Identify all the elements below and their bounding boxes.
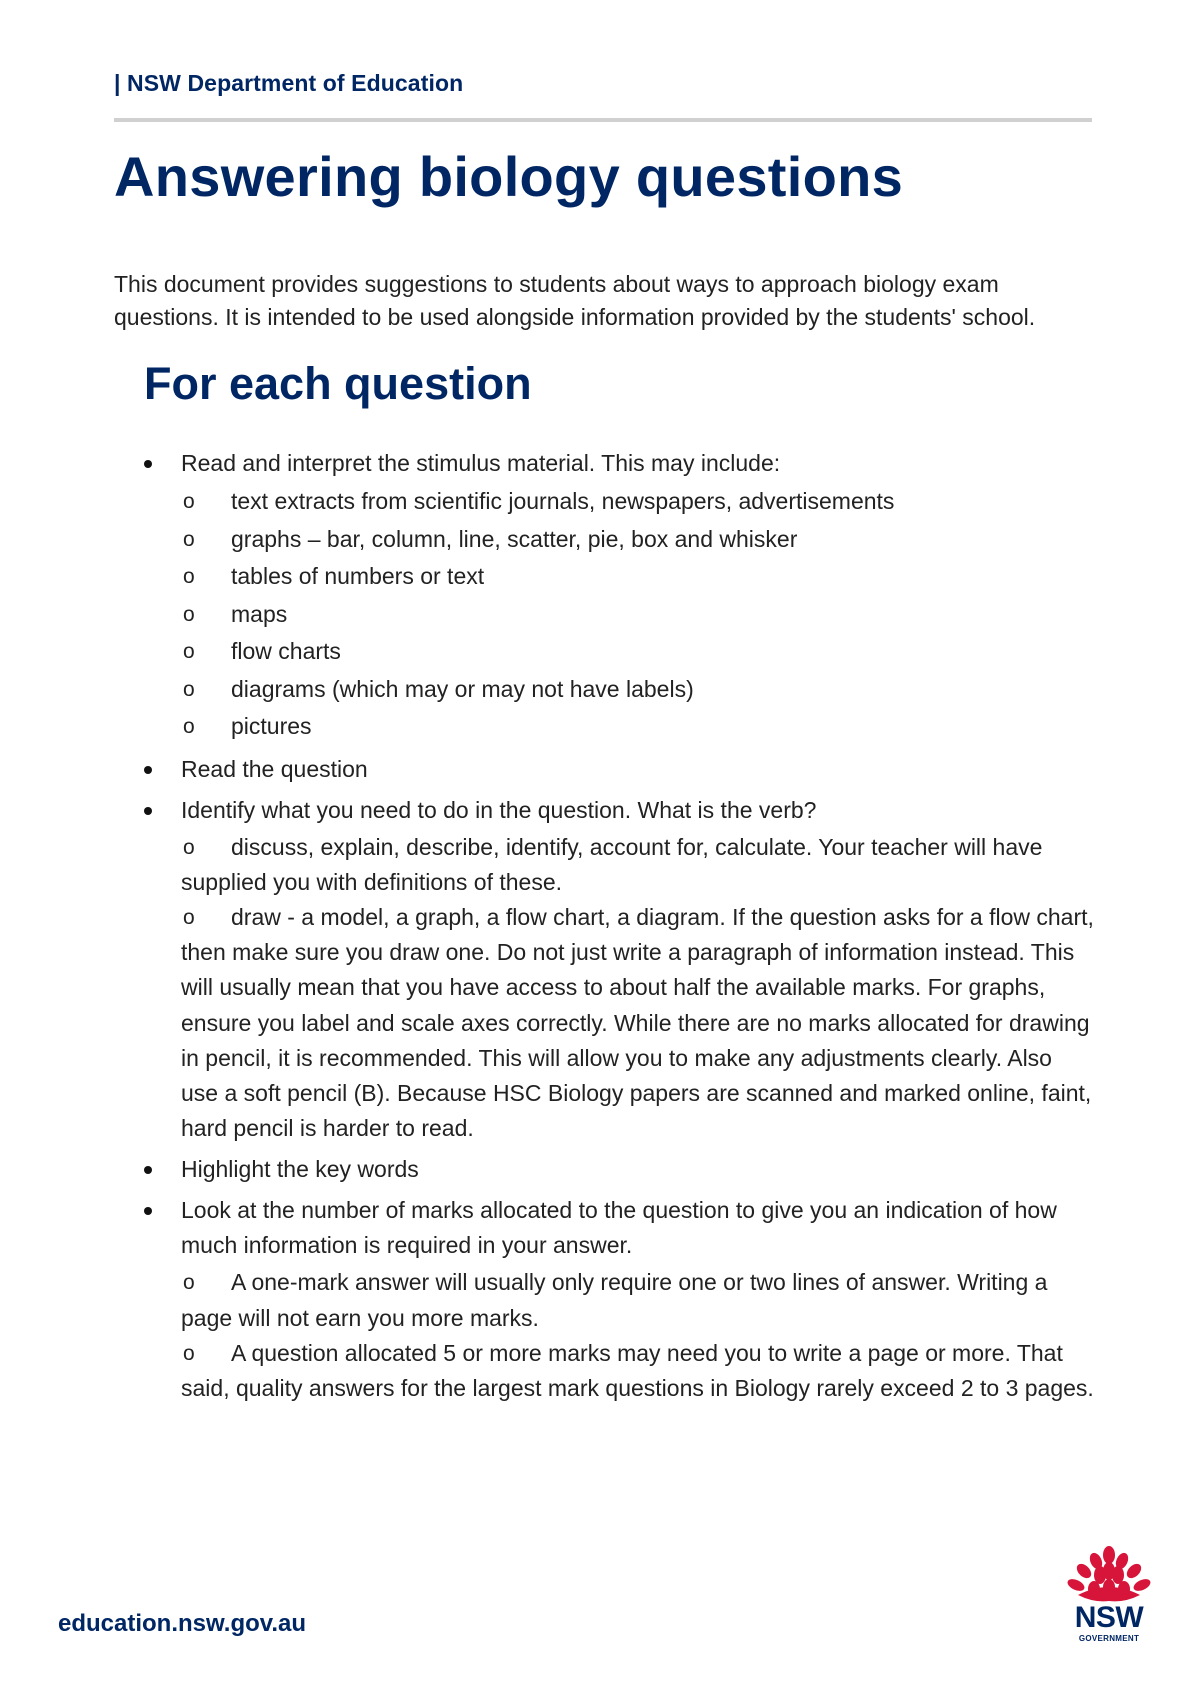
sub-item-text: flow charts — [231, 638, 341, 664]
bullet-text: Read and interpret the stimulus material. This may include: — [181, 450, 781, 476]
bullet-icon — [144, 807, 152, 815]
nsw-government-logo — [1064, 1545, 1154, 1645]
sub-bullet-icon: o — [183, 1341, 195, 1365]
sub-list-item — [181, 830, 1094, 900]
question-tips-list — [144, 446, 1094, 1412]
sub-item-text: diagrams (which may or may not have labels) — [231, 675, 694, 702]
bullet-icon — [144, 1166, 152, 1174]
sub-list — [181, 483, 1094, 746]
sub-list-item — [181, 596, 1094, 634]
sub-bullet-icon: o — [183, 1271, 195, 1295]
sub-item-text: A one-mark answer will usually only require one or two lines of answer. Writing a page will not earn you more marks. — [181, 1269, 1048, 1331]
bullet-icon — [144, 766, 152, 774]
sub-list-item — [181, 1336, 1094, 1406]
page-title: Answering biology questions — [114, 145, 904, 208]
list-item — [144, 1193, 1094, 1406]
sub-item-text: text extracts from scientific journals, newspapers, advertisements — [231, 488, 895, 514]
header-department: | NSW Department of Education — [114, 70, 464, 96]
waratah-icon — [1064, 1545, 1154, 1607]
sub-bullet-icon: o — [183, 565, 195, 588]
sub-item-text: maps — [231, 600, 288, 627]
bullet-text: Look at the number of marks allocated to the question to give you an indication of how much information is required in your answer. — [181, 1197, 1057, 1259]
sub-bullet-icon: o — [183, 905, 195, 929]
sub-list-item — [181, 900, 1094, 1146]
sub-item-text: graphs – bar, column, line, scatter, pie, box and whisker — [231, 525, 798, 552]
sub-item-text: tables of numbers or text — [231, 563, 485, 589]
sub-list-item — [181, 521, 1094, 559]
list-item — [144, 446, 1094, 746]
sub-bullet-icon: o — [183, 527, 195, 551]
sub-bullet-icon: o — [183, 640, 195, 663]
list-item — [144, 752, 1094, 787]
sub-list-item — [181, 483, 1094, 521]
section-heading: For each question — [144, 358, 532, 409]
sub-item-text: discuss, explain, describe, identify, account for, calculate. Your teacher will have supplied you with definitions of these. — [181, 833, 1043, 895]
header-divider — [114, 118, 1092, 122]
sub-item-text: draw - a model, a graph, a flow chart, a diagram. If the question asks for a flow chart, then make sure you draw one. Do not just write a paragraph of information instead. This will usually mean that you have access to about half the available marks. For graphs, ensure you label and scale axes correctly. While there are no marks allocated for drawing in pencil, it is recommended. This will allow you to make any adjustments clearly. Also use a soft pencil (B). Because HSC Biology papers are scanned and marked online, faint, hard pencil is harder to read. — [181, 903, 1094, 1142]
sub-list-item — [181, 558, 1094, 596]
sub-item-text: pictures — [231, 713, 312, 739]
sub-item-text: A question allocated 5 or more marks may need you to write a page or more. That said, quality answers for the largest mark questions in Biology rarely exceed 2 to 3 pages. — [181, 1339, 1094, 1401]
bullet-text: Read the question — [181, 755, 368, 782]
sub-bullet-icon: o — [183, 715, 195, 738]
sub-list — [181, 830, 1094, 1147]
footer-website-link[interactable]: education.nsw.gov.au — [58, 1610, 307, 1637]
list-item — [144, 1152, 1094, 1187]
bullet-icon — [144, 460, 152, 468]
logo-subtext: GOVERNMENT — [1078, 1634, 1140, 1643]
list-item — [144, 793, 1094, 1147]
sub-bullet-icon: o — [183, 677, 195, 701]
sub-bullet-icon: o — [183, 490, 195, 513]
sub-bullet-icon: o — [183, 835, 195, 859]
sub-list-item — [181, 633, 1094, 671]
bullet-text: Highlight the key words — [181, 1156, 419, 1183]
sub-list-item — [181, 671, 1094, 709]
bullet-text: Identify what you need to do in the question. What is the verb? — [181, 796, 817, 823]
logo-wordmark: NSW — [1074, 1601, 1144, 1634]
sub-bullet-icon: o — [183, 602, 195, 626]
sub-list-item — [181, 1265, 1094, 1335]
intro-paragraph: This document provides suggestions to students about ways to approach biology exam questions. It is intended to be used alongside information provided by the students' school. — [114, 271, 1036, 330]
sub-list-item — [181, 708, 1094, 746]
sub-list — [181, 1265, 1094, 1406]
bullet-icon — [144, 1207, 152, 1215]
